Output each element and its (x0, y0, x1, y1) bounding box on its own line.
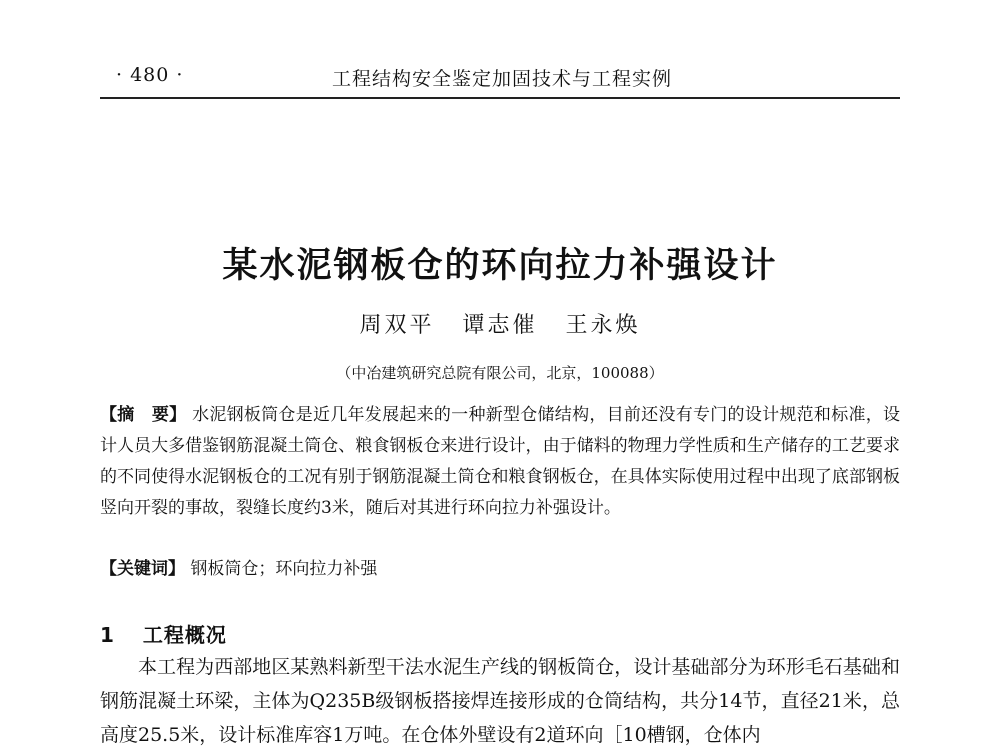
paper-affiliation: （中冶建筑研究总院有限公司，北京，100088） (336, 364, 664, 382)
keywords-label: 【关键词】 (100, 559, 185, 579)
section-number: 1 (100, 623, 115, 647)
keywords (100, 556, 900, 582)
header-rule (100, 97, 900, 99)
abstract (100, 400, 900, 524)
abstract-label: 【摘 要】 (100, 405, 187, 425)
section-title: 工程概况 (142, 623, 227, 647)
paper-title: 某水泥钢板仓的环向拉力补强设计 (222, 246, 778, 286)
page-number: · 480 · (116, 64, 184, 86)
running-header (100, 64, 900, 98)
abstract-text: 水泥钢板筒仓是近几年发展起来的一种新型仓储结构，目前还没有专门的设计规范和标准，设计人员大多借鉴钢筋混凝土筒仓、粮食钢板仓来进行设计，由于储料的物理力学性质和生产储存的工艺要求的不同使得水泥钢板仓的工况有别于钢筋混凝土筒仓和粮食钢板仓，在具体实际使用过程中出现了底部钢板竖向开裂的事故，裂缝长度约3米，随后对其进行环向拉力补强设计。 (100, 405, 901, 518)
section-body: 本工程为西部地区某熟料新型干法水泥生产线的钢板筒仓，设计基础部分为环形毛石基础和钢筋混凝土环梁，主体为Q235B级钢板搭接焊连接形成的仓筒结构，共分14节，直径21米，总高度25.5米，设计标准库容1万吨。在仓体外壁设有2道环向［10槽钢，仓体内 (100, 656, 900, 746)
keywords-text: 钢板筒仓；环向拉力补强 (190, 559, 378, 579)
section-heading (100, 619, 227, 648)
running-title: 工程结构安全鉴定加固技术与工程实例 (332, 68, 673, 90)
paper-authors: 周双平 谭志催 王永焕 (359, 313, 641, 338)
